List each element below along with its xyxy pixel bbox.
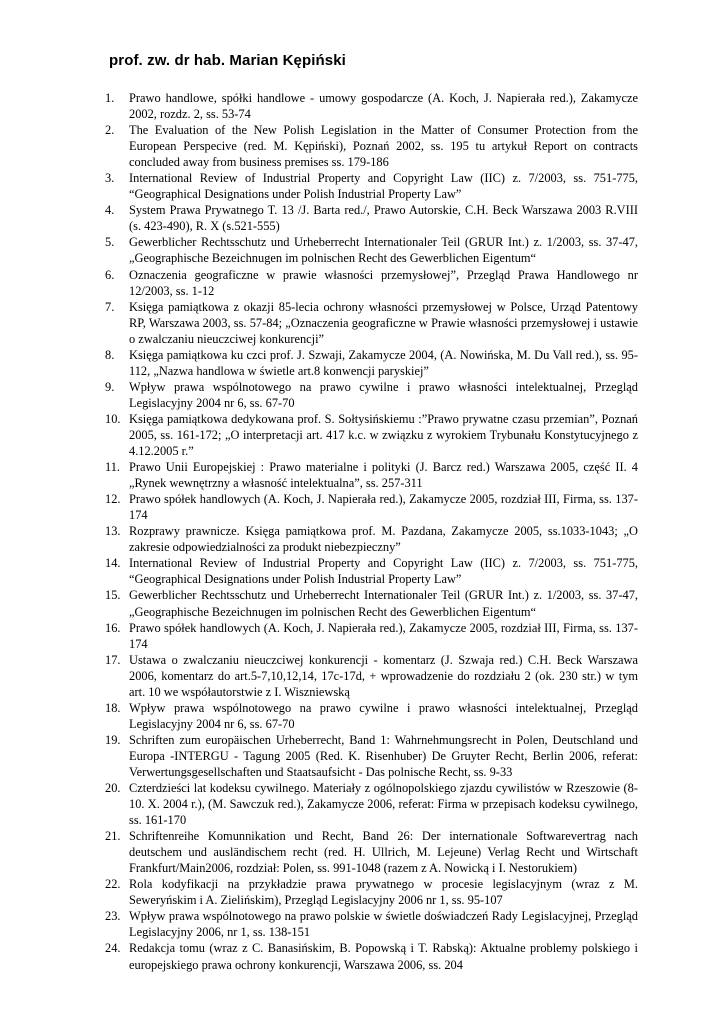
publication-text: Wpływ prawa wspólnotowego na prawo cywilne i prawo własności intelektualnej, Przegląd Legislacyjny 2004 nr 6, ss. 67-70: [129, 700, 638, 731]
publication-number: 4.: [105, 203, 115, 218]
publication-text: The Evaluation of the New Polish Legislation in the Matter of Consumer Protection from the European Perspecive (red. M. Kępiński), Poznań 2002, ss. 195 tu artykuł Report on contracts concluded away from business premises ss. 179-186: [129, 123, 638, 170]
publication-item: [105, 555, 638, 587]
publication-item: [105, 940, 638, 972]
publication-number: 20.: [105, 781, 121, 796]
publication-item: [105, 908, 638, 940]
publication-number: 1.: [105, 91, 115, 105]
publication-number: 19.: [105, 732, 121, 747]
publication-number: 3.: [105, 171, 115, 186]
publication-text: Prawo spółek handlowych (A. Koch, J. Napierała red.), Zakamycze 2005, rozdział III, Firma, ss. 137-174: [129, 620, 638, 651]
publication-text: Oznaczenia geograficzne w prawie własności przemysłowej”, Przegląd Prawa Handlowego nr 12/2003, ss. 1-12: [129, 267, 638, 298]
publication-number: 9.: [105, 379, 115, 394]
publication-text: Księga pamiątkowa z okazji 85-lecia ochrony własności przemysłowej w Polsce, Urząd Patentowy RP, Warszawa 2003, ss. 57-84; „Oznaczenia geograficzne w Prawie własności przemysłowej i ustawie o zwalczaniu nieuczciwej konkurencji”: [129, 299, 638, 346]
publication-text: Rozprawy prawnicze. Księga pamiątkowa prof. M. Pazdana, Zakamycze 2005, ss.1033-1043; „O zakresie odpowiedzialności za produkt niebezpieczny”: [129, 524, 638, 555]
publication-text: Prawo Unii Europejskiej : Prawo materialne i polityki (J. Barcz red.) Warszawa 2005, część II. 4 „Rynek wewnętrzny a własność intelektualna”, ss. 257-311: [129, 460, 638, 491]
publication-text: Gewerblicher Rechtsschutz und Urheberrecht Internationaler Teil (GRUR Int.) z. 1/2003, ss. 37-47, „Geographische Bezeichnugen im polnischen Recht des Gewerblichen Eigentum“: [129, 588, 638, 619]
publication-item: [105, 122, 638, 170]
publication-number: 14.: [105, 556, 121, 571]
publication-number: 16.: [105, 620, 121, 635]
publication-text: Schriften zum europäischen Urheberrecht, Band 1: Wahrnehmungsrecht in Polen, Deutschland und Europa -INTERGU - Tagung 2005 (Red. K. Risenhuber) De Gruyter Recht, Berlin 2006, referat: Verwertungsgesellschaften und Staatsaufsicht - Das polnische Recht, ss. 9-33: [129, 732, 638, 779]
publication-item: [105, 170, 638, 202]
publication-text: Prawo handlowe, spółki handlowe - umowy gospodarcze (A. Koch, J. Napierała red.), Zakamycze 2002, rozdz. 2, ss. 53-74: [129, 91, 638, 122]
publication-text: Redakcja tomu (wraz z C. Banasińskim, B. Popowską i T. Rabską): Aktualne problemy polskiego i europejskiego prawa ochrony konkurencji, Warszawa 2006, ss. 204: [129, 941, 638, 972]
publication-number: 21.: [105, 829, 121, 844]
publication-text: International Review of Industrial Property and Copyright Law (IIC) z. 7/2003, ss. 751-775, “Geographical Designations under Polish Industrial Property Law”: [129, 556, 638, 587]
publication-item: [105, 587, 638, 619]
publication-item: [105, 652, 638, 700]
publication-item: [105, 267, 638, 299]
publication-text: Wpływ prawa wspólnotowego na prawo cywilne i prawo własności intelektualnej, Przegląd Legislacyjny 2004 nr 6, ss. 67-70: [129, 379, 638, 410]
publication-number: 22.: [105, 877, 121, 892]
publication-item: [105, 459, 638, 491]
publication-number: 18.: [105, 700, 121, 715]
publication-number: 17.: [105, 652, 121, 667]
publication-number: 8.: [105, 347, 115, 362]
publication-text: Rola kodyfikacji na przykładzie prawa prywatnego w procesie legislacyjnym (wraz z M. Seweryńskim i A. Zielińskim), Przegląd Legislacyjny 2006 nr 1, ss. 95-107: [129, 877, 638, 908]
publication-number: 6.: [105, 267, 115, 282]
publication-text: System Prawa Prywatnego T. 13 /J. Barta red./, Prawo Autorskie, C.H. Beck Warszawa 2003 R.VIII (s. 423-490), R. X (s.521-555): [129, 203, 638, 234]
publication-text: Ustawa o zwalczaniu nieuczciwej konkurencji - komentarz (J. Szwaja red.) C.H. Beck Warszawa 2006, komentarz do art.5-7,10,12,14, 17c-17d, + wprowadzenie do rozdziału 2 (ok. 230 str.) w tym art. 10 we współautorstwie z I. Wiszniewską: [129, 652, 638, 699]
publication-text: Prawo spółek handlowych (A. Koch, J. Napierała red.), Zakamycze 2005, rozdział III, Firma, ss. 137-174: [129, 492, 638, 523]
publication-number: 15.: [105, 588, 121, 603]
publication-text: International Review of Industrial Property and Copyright Law (IIC) z. 7/2003, ss. 751-775, “Geographical Designations under Polish Industrial Property Law”: [129, 171, 638, 202]
publication-item: [105, 828, 638, 876]
publication-number: 13.: [105, 524, 121, 539]
publication-item: [105, 411, 638, 459]
publication-text: Schriftenreihe Komunnikation und Recht, Band 26: Der internationale Softwarevertrag nach deutschem und ausländischem recht (red. H. Ullrich, M. Lejeune) Verlag Recht und Wirtschaft Frankfurt/Main2006, rozdział: Polen, ss. 991-1048 (razem z A. Nowicką i I. Nestorukiem): [129, 829, 638, 876]
publication-item: [105, 90, 638, 122]
publication-number: 2.: [105, 123, 115, 138]
publication-item: [105, 780, 638, 828]
publication-item: [105, 299, 638, 347]
publication-item: [105, 234, 638, 266]
publication-number: 11.: [105, 460, 121, 475]
publication-item: [105, 379, 638, 411]
publication-item: [105, 732, 638, 780]
publication-item: [105, 700, 638, 732]
publication-number: 24.: [105, 941, 121, 956]
publication-list: [105, 90, 638, 973]
publication-item: [105, 876, 638, 908]
publication-number: 10.: [105, 411, 121, 426]
publication-number: 23.: [105, 909, 121, 924]
publication-item: [105, 620, 638, 652]
publication-item: [105, 491, 638, 523]
publication-item: [105, 202, 638, 234]
page-title: prof. zw. dr hab. Marian Kępiński: [109, 52, 346, 69]
publication-number: 5.: [105, 235, 115, 250]
publication-text: Wpływ prawa wspólnotowego na prawo polskie w świetle doświadczeń Rady Legislacyjnej, Przegląd Legislacyjny 2006, nr 1, ss. 138-151: [129, 909, 638, 940]
publication-text: Gewerblicher Rechtsschutz und Urheberrecht Internationaler Teil (GRUR Int.) z. 1/2003, ss. 37-47, „Geographische Bezeichnugen im polnischen Recht des Gewerblichen Eigentum“: [129, 235, 638, 266]
publication-text: Czterdzieści lat kodeksu cywilnego. Materiały z ogólnopolskiego zjazdu cywilistów w Rzeszowie (8-10. X. 2004 r.), (M. Sawczuk red.), Zakamycze 2006, referat: Firma w przepisach kodeksu cywilnego, ss. 161-170: [129, 781, 638, 828]
publication-text: Księga pamiątkowa ku czci prof. J. Szwaji, Zakamycze 2004, (A. Nowińska, M. Du Vall red.), ss. 95-112, „Nazwa handlowa w świetle art.8 konwencji paryskiej”: [129, 347, 638, 378]
publication-item: [105, 523, 638, 555]
publication-item: [105, 347, 638, 379]
publication-text: Księga pamiątkowa dedykowana prof. S. Sołtysińskiemu :”Prawo prywatne czasu przemian”, Poznań 2005, ss. 161-172; „O interpretacji art. 417 k.c. w związku z wyrokiem Trybunału Konstytucyjnego z 4.12.2005 r.”: [129, 411, 638, 459]
publication-number: 12.: [105, 492, 121, 507]
publication-number: 7.: [105, 299, 115, 314]
